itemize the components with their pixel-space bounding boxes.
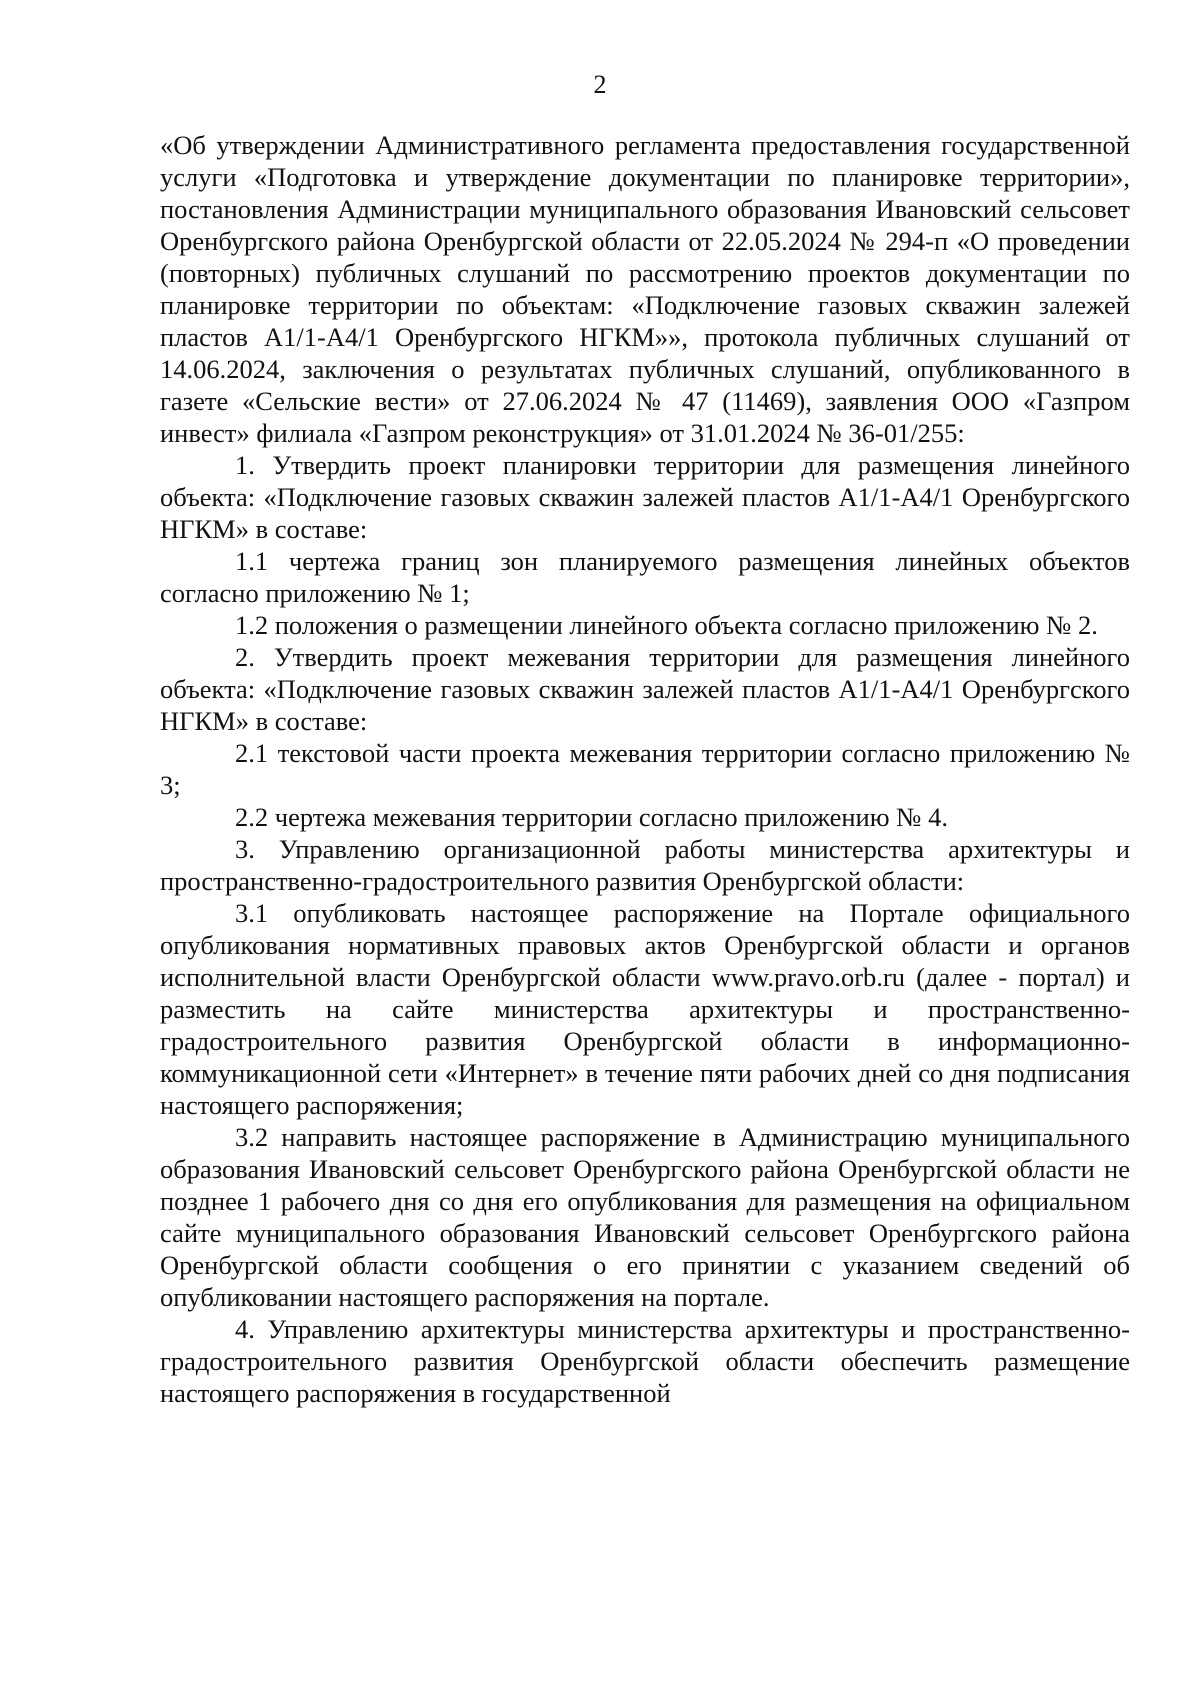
item-1-2-paragraph: 1.2 положения о размещении линейного объекта согласно приложению № 2.	[235, 610, 1098, 640]
item-3-1-paragraph: 3.1 опубликовать настоящее распоряжение на Портале официального опубликования нормативных правовых актов Оренбургской области и органов исполнительной власти Оренбургской области www.pravo.orb.ru (далее - портал) и разместить на сайте министерства архитектуры и пространственно-градостроительного развития Оренбургской области в информационно-коммуникационной сети «Интернет» в течение пяти рабочих дней со дня подписания настоящего распоряжения;	[160, 898, 1130, 1120]
preamble-paragraph: «Об утверждении Административного регламента предоставления государственной услуги «Подготовка и утверждение документации по планировке территории», постановления Администрации муниципального образования Ивановский сельсовет Оренбургского района Оренбургской области от 22.05.2024 № 294-п «О проведении (повторных) публичных слушаний по рассмотрению проектов документации по планировке территории по объектам: «Подключение газовых скважин залежей пластов А1/1-А4/1 Оренбургского НГКМ»», протокола публичных слушаний от 14.06.2024, заключения о результатах публичных слушаний, опубликованного в газете «Сельские вести» от 27.06.2024 № 47 (11469), заявления ООО «Газпром инвест» филиала «Газпром реконструкция» от 31.01.2024 № 36-01/255:	[160, 130, 1130, 448]
item-2-1-paragraph: 2.1 текстовой части проекта межевания территории согласно приложению № 3;	[160, 738, 1130, 800]
item-4-paragraph: 4. Управлению архитектуры министерства архитектуры и пространственно-градостроительного развития Оренбургской области обеспечить размещение настоящего распоряжения в государственной	[160, 1314, 1130, 1408]
item-3-paragraph: 3. Управлению организационной работы министерства архитектуры и пространственно-градостроительного развития Оренбургской области:	[160, 834, 1130, 896]
page-number: 2	[593, 70, 607, 99]
item-3-2-paragraph: 3.2 направить настоящее распоряжение в Администрацию муниципального образования Ивановский сельсовет Оренбургского района Оренбургской области не позднее 1 рабочего дня со дня его опубликования для размещения на официальном сайте муниципального образования Ивановский сельсовет Оренбургского района Оренбургской области сообщения о его принятии с указанием сведений об опубликовании настоящего распоряжения на портале.	[160, 1122, 1130, 1312]
item-2-2-paragraph: 2.2 чертежа межевания территории согласно приложению № 4.	[235, 802, 948, 832]
document-body	[160, 129, 1130, 1409]
item-1-1-paragraph: 1.1 чертежа границ зон планируемого размещения линейных объектов согласно приложению № 1;	[160, 546, 1130, 608]
item-2-paragraph: 2. Утвердить проект межевания территории для размещения линейного объекта: «Подключение газовых скважин залежей пластов А1/1-А4/1 Оренбургского НГКМ» в составе:	[160, 642, 1130, 736]
item-1-paragraph: 1. Утвердить проект планировки территории для размещения линейного объекта: «Подключение газовых скважин залежей пластов А1/1-А4/1 Оренбургского НГКМ» в составе:	[160, 450, 1130, 544]
